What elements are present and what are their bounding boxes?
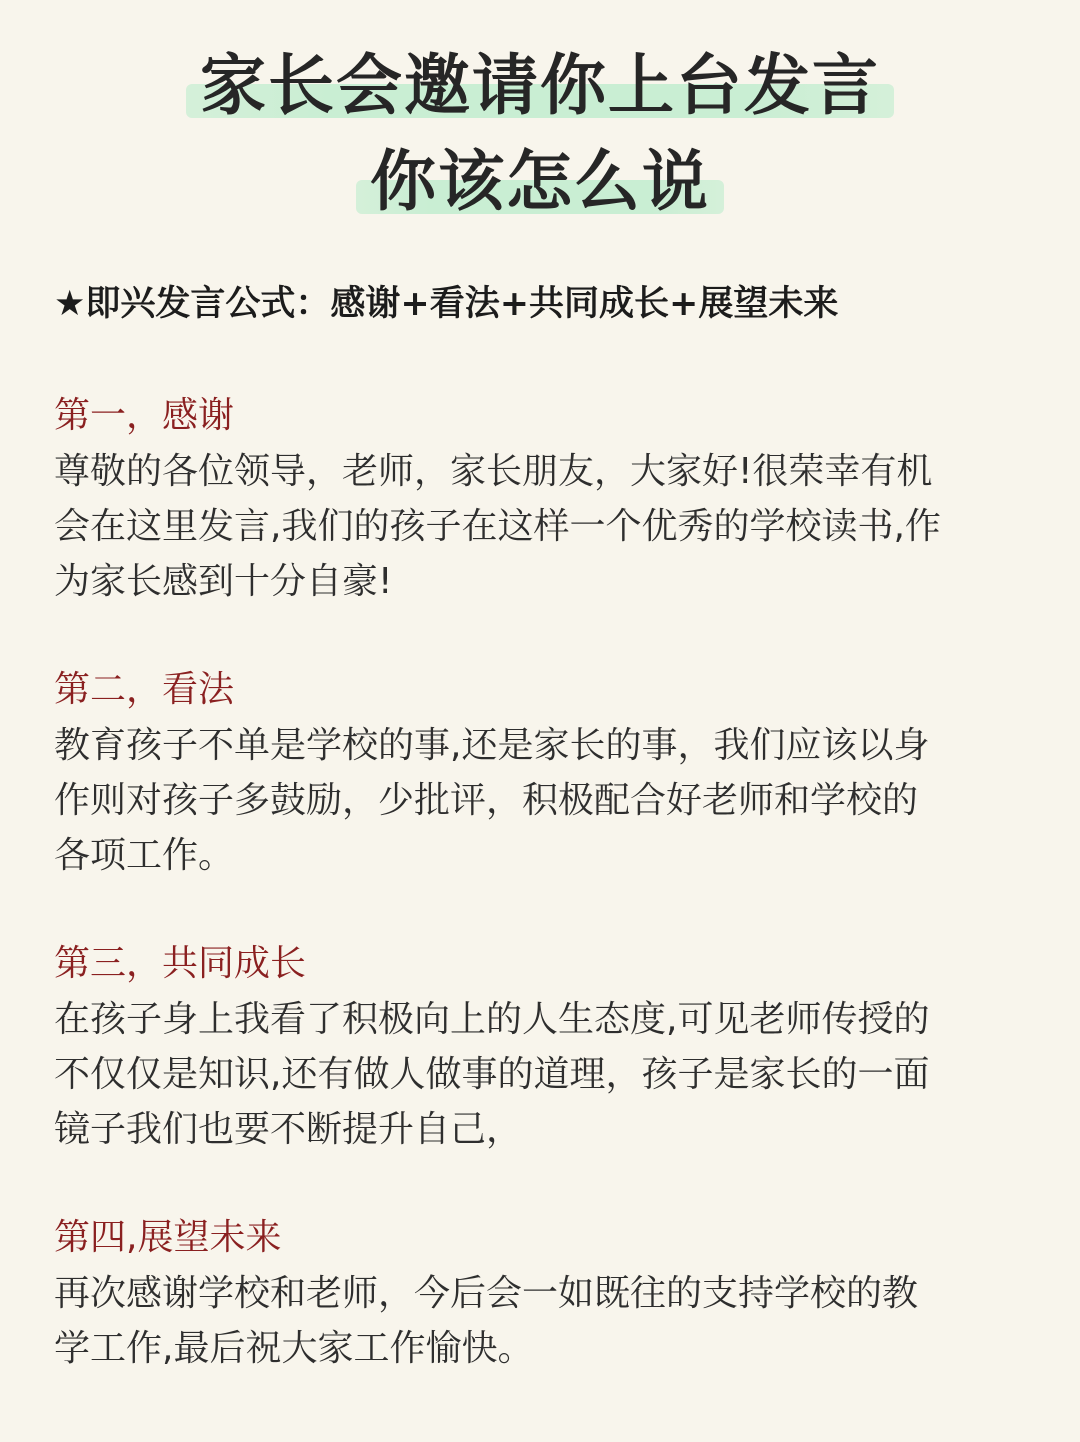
- section-opinion: [54, 664, 1026, 883]
- page-title-line-2: 你该怎么说: [356, 142, 724, 220]
- body-line: 各项工作。: [54, 835, 235, 876]
- body-line: 教育孩子不单是学校的事,还是家长的事，我们应该以身: [54, 725, 930, 766]
- section-body: [54, 1266, 1026, 1376]
- section-body: [54, 992, 1026, 1157]
- body-line: 尊敬的各位领导，老师，家长朋友，大家好!很荣幸有机: [54, 451, 933, 492]
- section-heading: 第四,展望未来: [54, 1217, 282, 1258]
- section-heading: 第三，共同成长: [54, 943, 307, 984]
- body-line: 再次感谢学校和老师，今后会一如既往的支持学校的教: [54, 1273, 919, 1314]
- section-grow-together: [54, 938, 1026, 1157]
- section-body: [54, 444, 1026, 609]
- section-body: [54, 718, 1026, 883]
- body-line: 镜子我们也要不断提升自己，: [54, 1109, 523, 1150]
- body-line: 学工作,最后祝大家工作愉快。: [54, 1328, 534, 1369]
- section-thanks: [54, 390, 1026, 609]
- page-title-line-1: 家长会邀请你上台发言: [186, 46, 894, 124]
- body-line: 会在这里发言,我们的孩子在这样一个优秀的学校读书,作: [54, 506, 941, 547]
- title-block: [0, 46, 1080, 220]
- section-heading: 第一，感谢: [54, 395, 235, 436]
- speech-formula: ★即兴发言公式：感谢+看法+共同成长+展望未来: [54, 284, 839, 324]
- body-line: 在孩子身上我看了积极向上的人生态度,可见老师传授的: [54, 999, 930, 1040]
- body-line: 作则对孩子多鼓励，少批评，积极配合好老师和学校的: [54, 780, 919, 821]
- body-line: 为家长感到十分自豪!: [54, 561, 393, 602]
- section-look-ahead: [54, 1212, 1026, 1376]
- section-heading: 第二，看法: [54, 669, 235, 710]
- body-line: 不仅仅是知识,还有做人做事的道理，孩子是家长的一面: [54, 1054, 930, 1095]
